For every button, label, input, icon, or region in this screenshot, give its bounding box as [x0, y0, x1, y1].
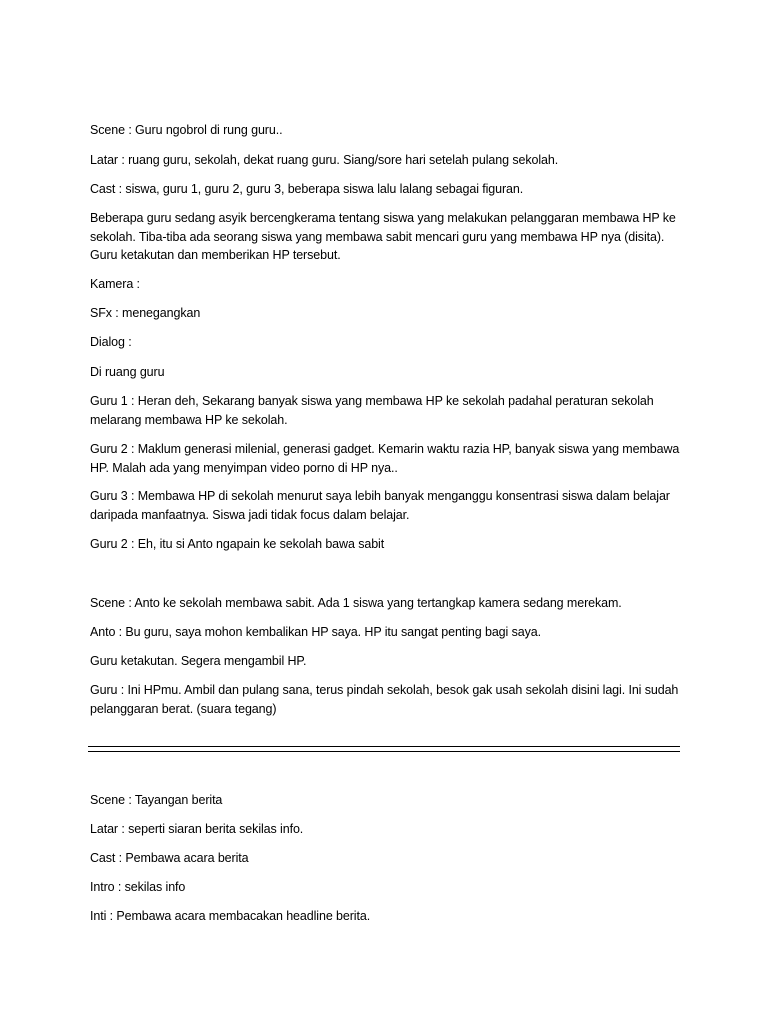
dialog-line-guru: Guru : Ini HPmu. Ambil dan pulang sana, terus pindah sekolah, besok gak usah sekolah disini lagi. Ini sudah pelanggaran berat. (suara tegang)	[90, 683, 679, 716]
scene-1-sfx: SFx : menegangkan	[90, 306, 201, 320]
dialog-line-guru-2: Guru 2 : Maklum generasi milenial, generasi gadget. Kemarin waktu razia HP, banyak siswa yang membawa HP. Malah ada yang menyimpan video porno di HP nya..	[90, 442, 680, 475]
section-divider	[88, 746, 680, 752]
dialog-line-guru-3: Guru 3 : Membawa HP di sekolah menurut saya lebih banyak menganggu konsentrasi siswa dalam belajar daripada manfaatnya. Siswa jadi tidak focus dalam belajar.	[90, 489, 670, 522]
scene-1-heading: Scene : Guru ngobrol di rung guru..	[90, 123, 283, 137]
scene-1-synopsis: Beberapa guru sedang asyik bercengkerama tentang siswa yang melakukan pelanggaran membawa HP ke sekolah. Tiba-tiba ada seorang siswa yang membawa sabit mencari guru yang membawa HP nya (disita). Guru ketakutan dan memberikan HP tersebut.	[90, 211, 676, 262]
scene-1-location: Di ruang guru	[90, 365, 165, 379]
scene-1-cast: Cast : siswa, guru 1, guru 2, guru 3, beberapa siswa lalu lalang sebagai figuran.	[90, 182, 524, 196]
scene-3-cast: Cast : Pembawa acara berita	[90, 851, 249, 865]
scene-3-intro: Intro : sekilas info	[90, 880, 186, 894]
scene-1-dialog-label: Dialog :	[90, 335, 132, 349]
scene-1-latar: Latar : ruang guru, sekolah, dekat ruang guru. Siang/sore hari setelah pulang sekolah.	[90, 153, 559, 167]
scene-3-inti: Inti : Pembawa acara membacakan headline berita.	[90, 909, 371, 923]
scene-1-kamera: Kamera :	[90, 277, 140, 291]
dialog-line-anto: Anto : Bu guru, saya mohon kembalikan HP saya. HP itu sangat penting bagi saya.	[90, 625, 541, 639]
scene-3-latar: Latar : seperti siaran berita sekilas info.	[90, 822, 304, 836]
scene-2-heading: Scene : Anto ke sekolah membawa sabit. Ada 1 siswa yang tertangkap kamera sedang merekam.	[90, 596, 622, 610]
scene-3-heading: Scene : Tayangan berita	[90, 793, 223, 807]
dialog-line-guru-2-b: Guru 2 : Eh, itu si Anto ngapain ke sekolah bawa sabit	[90, 537, 385, 551]
scene-2-action: Guru ketakutan. Segera mengambil HP.	[90, 654, 307, 668]
dialog-line-guru-1: Guru 1 : Heran deh, Sekarang banyak siswa yang membawa HP ke sekolah padahal peraturan sekolah melarang membawa HP ke sekolah.	[90, 394, 654, 427]
